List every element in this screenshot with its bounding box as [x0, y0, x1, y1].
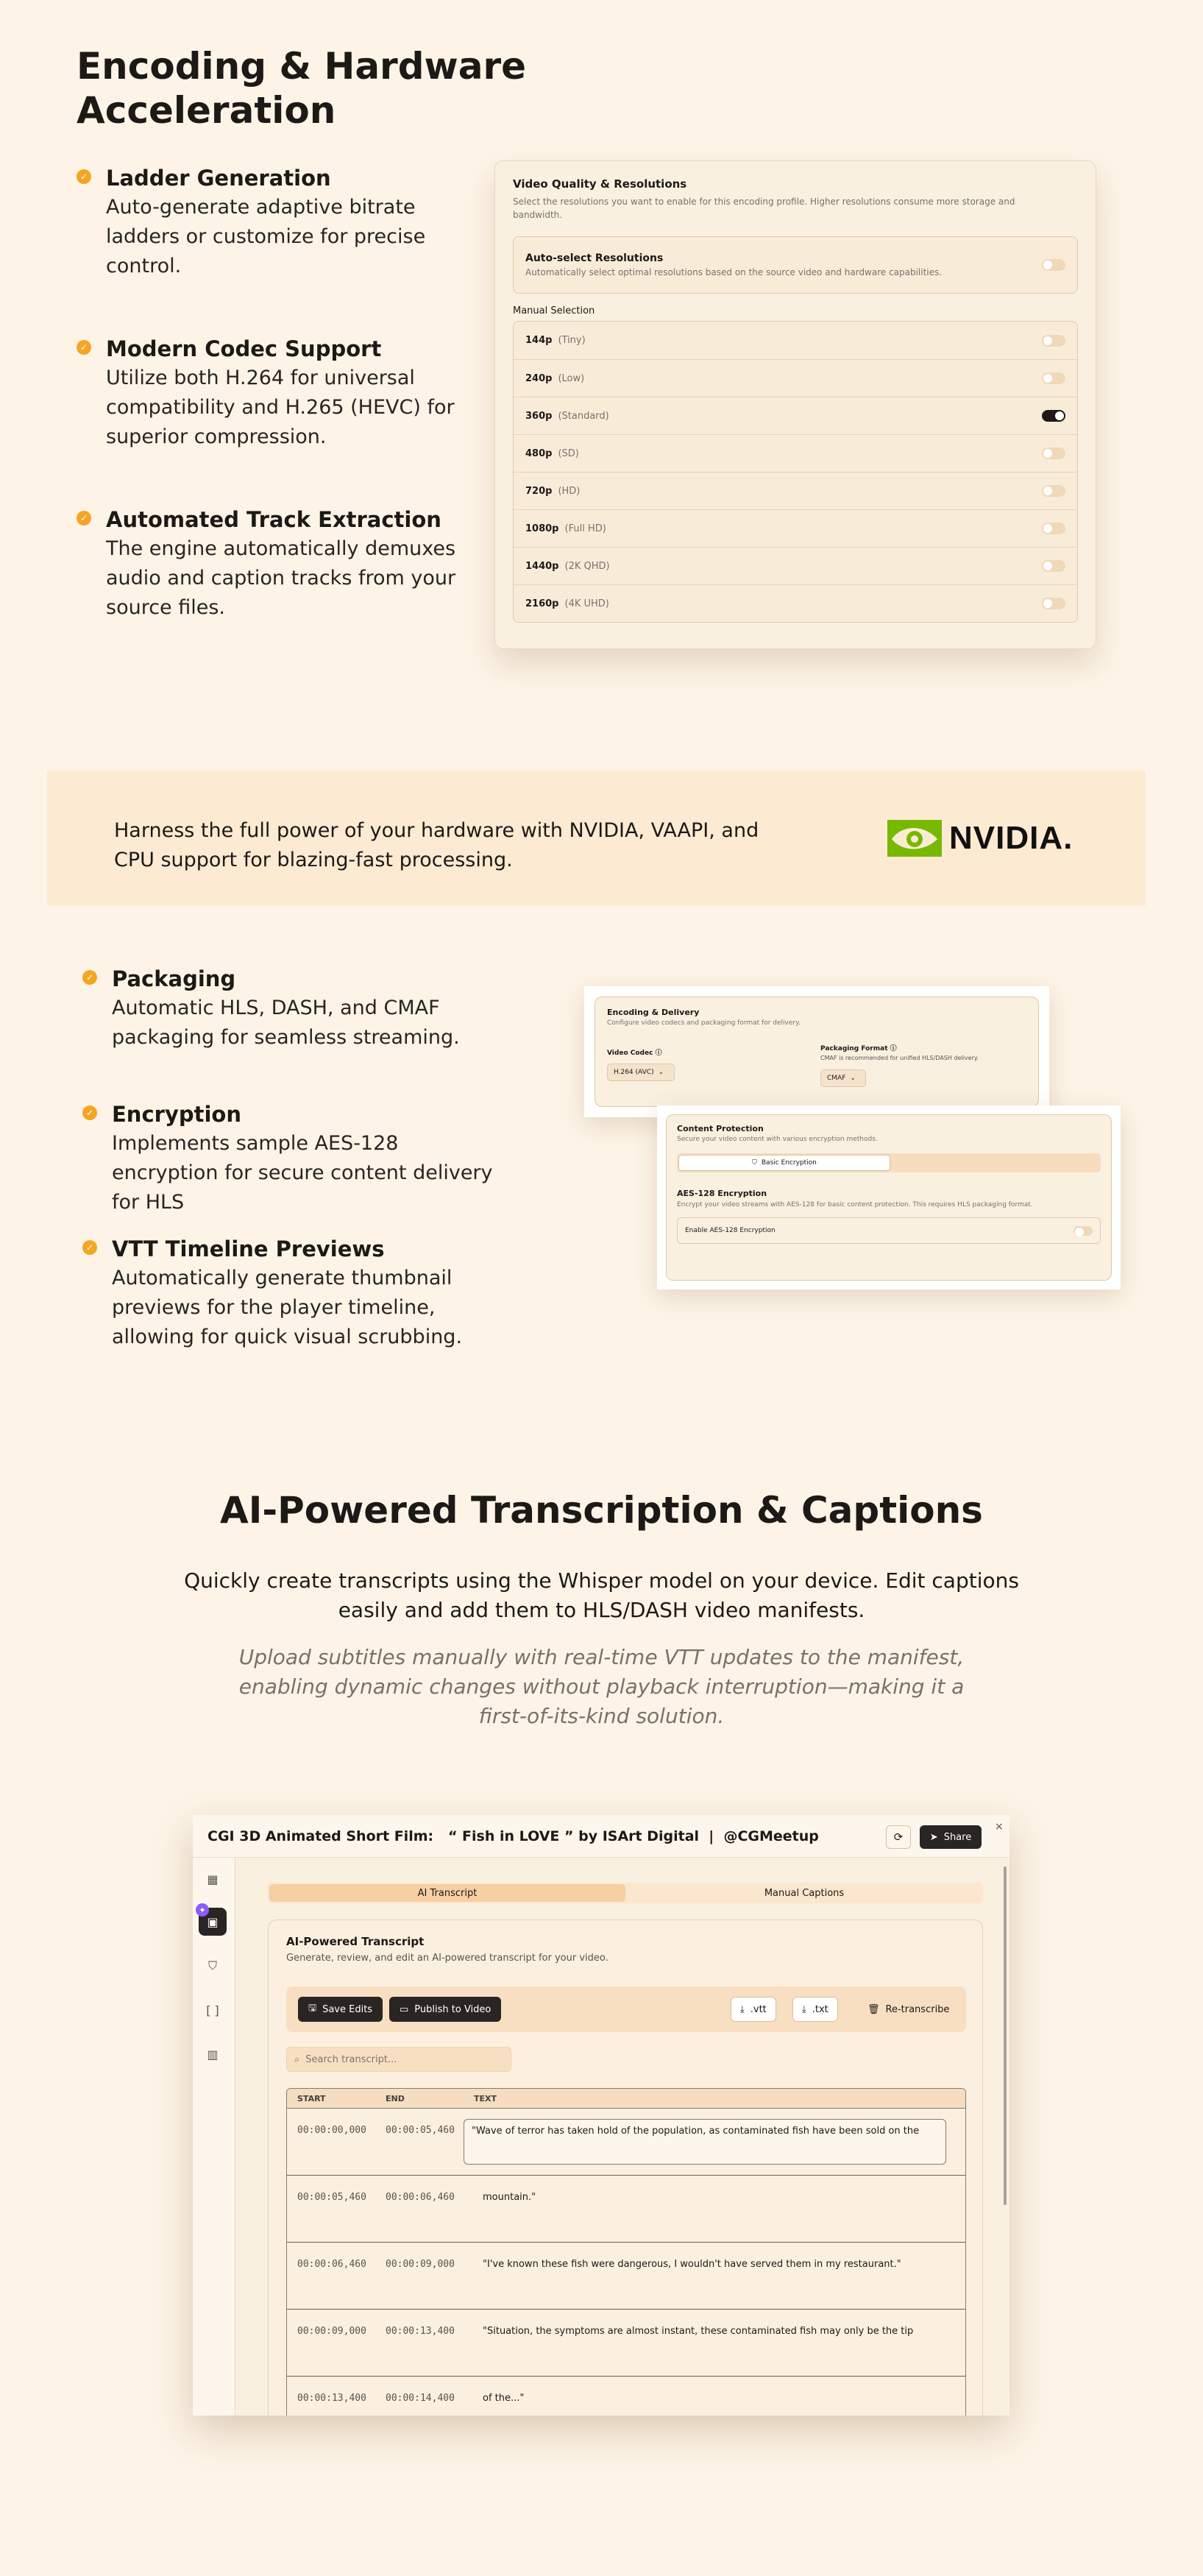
- dashboard-icon[interactable]: ▦: [207, 1872, 219, 1886]
- resolution-name: (2K QHD): [564, 560, 610, 572]
- feature-title: Packaging: [112, 966, 236, 991]
- resolution-label: 480p: [525, 447, 553, 459]
- resolution-label: 360p: [525, 410, 553, 422]
- row-text-editor[interactable]: "Wave of terror has taken hold of the population, as contaminated fish have been sold on the: [464, 2119, 946, 2165]
- save-icon: 🖫: [308, 2003, 317, 2014]
- format-hint: CMAF is recommended for unified HLS/DASH delivery.: [820, 1055, 979, 1061]
- tab-manual-captions[interactable]: Manual Captions: [764, 1887, 845, 1899]
- aes-enable-label: Enable AES-128 Encryption: [685, 1227, 776, 1234]
- feature-desc: Implements sample AES-128: [112, 1132, 399, 1155]
- transcript-panel: [268, 1919, 983, 2416]
- feature-desc: previews for the player timeline,: [112, 1296, 436, 1319]
- download-icon: ⤓: [740, 2003, 745, 2015]
- feature-desc: packaging for seamless streaming.: [112, 1026, 460, 1049]
- auto-select-desc: Automatically select optimal resolutions based on the source video and hardware capabilities.: [525, 267, 943, 277]
- check-icon: ✓: [82, 970, 97, 985]
- format-label-text: Packaging Format: [820, 1045, 888, 1052]
- resolution-row[interactable]: [514, 472, 1077, 509]
- chevron-down-icon: ⌄: [850, 1075, 856, 1082]
- nvidia-logo: [887, 820, 1073, 857]
- delivery-card: [595, 997, 1039, 1107]
- table-row[interactable]: [287, 2376, 965, 2416]
- resolution-toggle[interactable]: [1042, 598, 1065, 609]
- resolution-label: 144p: [525, 335, 553, 346]
- share-button[interactable]: [920, 1825, 982, 1849]
- table-row[interactable]: [287, 2108, 965, 2175]
- check-icon: ✓: [82, 1240, 97, 1255]
- feature-item: [77, 334, 455, 452]
- section-title: [77, 44, 526, 132]
- codec-value: H.264 (AVC): [614, 1069, 654, 1076]
- feature-title: Automated Track Extraction: [106, 507, 441, 532]
- download-txt-button[interactable]: [792, 1997, 838, 2022]
- resolution-label: 240p: [525, 372, 553, 384]
- transcript-tabs: [268, 1883, 983, 1903]
- row-text[interactable]: "I've known these fish were dangerous, I wouldn't have served them in my restaurant.": [483, 2259, 901, 2270]
- section-title-line: Acceleration: [77, 89, 336, 132]
- feature-title: Encryption: [112, 1102, 241, 1127]
- resolution-name: (Tiny): [558, 335, 586, 346]
- row-start: 00:00:05,460: [297, 2192, 366, 2203]
- card-desc-line: bandwidth.: [513, 210, 563, 220]
- resolution-toggle[interactable]: [1042, 523, 1065, 534]
- feature-title: Ladder Generation: [106, 166, 331, 191]
- resolution-toggle[interactable]: [1042, 372, 1065, 384]
- panel-desc: Generate, review, and edit an AI-powered transcript for your video.: [286, 1953, 608, 1964]
- save-edits-button[interactable]: [298, 1997, 383, 2022]
- publish-label: Publish to Video: [414, 2003, 492, 2015]
- feature-desc: compatibility and H.265 (HEVC) for: [106, 396, 455, 419]
- resolution-toggle[interactable]: [1042, 335, 1065, 347]
- feature-item: [82, 964, 460, 1052]
- format-select[interactable]: [820, 1069, 866, 1087]
- app-header: [193, 1815, 1009, 1858]
- card-title: Content Protection: [677, 1124, 764, 1133]
- resolution-name: (Standard): [558, 410, 609, 422]
- feature-desc: Automatically generate thumbnail: [112, 1267, 453, 1289]
- row-text[interactable]: of the...": [483, 2393, 525, 2404]
- transcript-table: [286, 2088, 966, 2416]
- auto-select-title: Auto-select Resolutions: [525, 252, 664, 264]
- resolution-name: (Low): [558, 372, 585, 384]
- captions-icon[interactable]: ▣: [199, 1908, 227, 1936]
- resolution-name: (HD): [558, 485, 581, 497]
- encryption-tabs: [677, 1153, 1101, 1172]
- card-title: Video Quality & Resolutions: [513, 177, 687, 191]
- search-icon: ⌕: [294, 2053, 300, 2065]
- protection-card-frame: [657, 1105, 1121, 1289]
- codec-select[interactable]: [607, 1064, 675, 1081]
- row-start: 00:00:13,400: [297, 2393, 366, 2404]
- section-title: AI-Powered Transcription & Captions: [220, 1489, 983, 1532]
- resolution-name: (SD): [558, 447, 579, 459]
- retranscribe-label: Re-transcribe: [885, 2003, 950, 2015]
- row-start: 00:00:06,460: [297, 2259, 366, 2270]
- resolution-name: (Full HD): [564, 523, 606, 534]
- feature-desc: superior compression.: [106, 425, 327, 448]
- auto-select-row: [513, 236, 1078, 294]
- section-title-line: Encoding & Hardware: [77, 45, 527, 88]
- send-icon: ➤: [929, 1831, 938, 1843]
- nvidia-eye-icon: [887, 820, 942, 857]
- format-label: [820, 1043, 897, 1052]
- banner-text-line: Harness the full power of your hardware with NVIDIA, VAAPI, and: [114, 819, 759, 842]
- transcript-toolbar: [286, 1986, 966, 2032]
- section-note-line: Upload subtitles manually with real-time VTT updates to the manifest,: [238, 1645, 965, 1669]
- col-end: END: [386, 2093, 405, 2103]
- col-text: TEXT: [474, 2093, 497, 2103]
- card-desc: Secure your video content with various encryption methods.: [677, 1136, 878, 1143]
- chart-icon[interactable]: ▥: [207, 2047, 219, 2062]
- close-icon[interactable]: ×: [995, 1821, 1004, 1833]
- publish-icon: ▭: [400, 2003, 409, 2015]
- feature-desc: ladders or customize for precise: [106, 225, 426, 248]
- download-vtt-button[interactable]: [731, 1997, 776, 2022]
- resolution-list: [513, 321, 1078, 623]
- resolution-row[interactable]: [514, 547, 1077, 584]
- delivery-card-frame: [584, 986, 1049, 1117]
- banner-text-line: CPU support for blazing-fast processing.: [114, 849, 513, 871]
- feature-desc: Utilize both H.264 for universal: [106, 367, 415, 389]
- table-header: [287, 2089, 965, 2108]
- section-note: [0, 1643, 1203, 1731]
- tab-label: Basic Encryption: [761, 1159, 817, 1167]
- row-start: 00:00:09,000: [297, 2326, 366, 2337]
- video-quality-card: [494, 160, 1096, 649]
- feature-item: [77, 163, 425, 281]
- section-subtitle: [0, 1566, 1203, 1625]
- feature-desc: source files.: [106, 596, 226, 619]
- row-text[interactable]: "Situation, the symptoms are almost instant, these contaminated fish may only be the tip: [483, 2326, 914, 2337]
- tab-ai-transcript[interactable]: AI Transcript: [269, 1884, 625, 1902]
- sparkle-badge-icon: ✦: [196, 1903, 209, 1917]
- check-icon: ✓: [82, 1105, 97, 1120]
- resolution-label: 1440p: [525, 560, 559, 572]
- brackets-icon[interactable]: [ ]: [206, 2003, 219, 2017]
- resolution-row[interactable]: [514, 359, 1077, 397]
- col-start: START: [297, 2093, 326, 2103]
- feature-desc: audio and caption tracks from your: [106, 567, 456, 590]
- download-icon: ⤓: [802, 2003, 806, 2015]
- search-input[interactable]: [305, 2054, 497, 2065]
- retranscribe-button[interactable]: [860, 1997, 957, 2022]
- trash-icon: 🗑: [867, 2003, 880, 2015]
- row-end: 00:00:09,000: [386, 2259, 455, 2270]
- aes-desc: Encrypt your video streams with AES-128 for basic content protection. This requires HLS packaging format.: [677, 1201, 1033, 1209]
- video-title: CGI 3D Animated Short Film: “ Fish in LOVE ” by ISArt Digital | @CGMeetup: [207, 1828, 819, 1844]
- chevron-down-icon: ⌄: [658, 1069, 664, 1076]
- aes-title: AES-128 Encryption: [677, 1189, 767, 1198]
- resolution-row[interactable]: [514, 509, 1077, 547]
- table-row[interactable]: [287, 2309, 965, 2376]
- app-window: [193, 1815, 1009, 2416]
- table-row[interactable]: [287, 2242, 965, 2309]
- resolution-toggle[interactable]: [1042, 447, 1065, 459]
- app-sidebar: [193, 1858, 235, 2416]
- check-icon: ✓: [77, 511, 91, 526]
- vtt-label: .vtt: [750, 2003, 767, 2015]
- refresh-icon: ⟳: [893, 1830, 904, 1844]
- resolution-row[interactable]: [514, 322, 1077, 359]
- check-icon: ✓: [77, 169, 91, 184]
- codec-label: [607, 1047, 662, 1057]
- check-icon: ✓: [77, 340, 91, 355]
- resolution-row[interactable]: [514, 434, 1077, 472]
- tab-basic-encryption[interactable]: [678, 1155, 890, 1171]
- feature-item: [82, 1234, 462, 1352]
- feature-desc: Automatic HLS, DASH, and CMAF: [112, 997, 440, 1019]
- resolution-label: 2160p: [525, 598, 559, 609]
- protection-card: [666, 1114, 1112, 1281]
- feature-desc: control.: [106, 255, 182, 277]
- feature-desc: allowing for quick visual scrubbing.: [112, 1326, 463, 1348]
- help-icon: ⓘ: [655, 1050, 662, 1057]
- resolution-label: 1080p: [525, 523, 559, 534]
- row-end: 00:00:06,460: [386, 2192, 455, 2203]
- resolution-toggle[interactable]: [1042, 560, 1065, 572]
- feature-title: Modern Codec Support: [106, 336, 382, 361]
- section-note-line: enabling dynamic changes without playback interruption—making it a: [238, 1674, 965, 1699]
- save-label: Save Edits: [322, 2003, 373, 2015]
- feature-desc: The engine automatically demuxes: [106, 537, 456, 560]
- feature-item: [77, 505, 455, 623]
- row-start: 00:00:00,000: [297, 2125, 366, 2136]
- nvidia-wordmark: NVIDIA.: [949, 820, 1074, 856]
- panel-title: AI-Powered Transcript: [286, 1935, 425, 1948]
- aes-enable-row: [677, 1217, 1101, 1244]
- resolution-toggle[interactable]: [1042, 410, 1065, 422]
- card-desc: Configure video codecs and packaging format for delivery.: [607, 1019, 801, 1027]
- section-subtitle-line: easily and add them to HLS/DASH video manifests.: [338, 1598, 865, 1622]
- resolution-label: 720p: [525, 485, 553, 497]
- resolution-row[interactable]: [514, 397, 1077, 434]
- manual-selection-label: Manual Selection: [513, 305, 595, 316]
- card-desc: [513, 195, 1078, 222]
- feature-desc: encryption for secure content delivery: [112, 1161, 493, 1184]
- resolution-toggle[interactable]: [1042, 485, 1065, 497]
- codec-label-text: Video Codec: [607, 1050, 653, 1057]
- resolution-name: (4K UHD): [564, 598, 609, 609]
- shield-icon: ⛉: [752, 1159, 757, 1167]
- card-desc-line: Select the resolutions you want to enable for this encoding profile. Higher resolutions consume more storage and: [513, 197, 1015, 207]
- txt-label: .txt: [812, 2003, 828, 2015]
- resolution-row[interactable]: [514, 584, 1077, 622]
- row-end: 00:00:05,460: [386, 2125, 455, 2136]
- feature-item: [82, 1100, 493, 1217]
- section-note-line: first-of-its-kind solution.: [478, 1704, 725, 1728]
- publish-button[interactable]: [389, 1997, 501, 2022]
- hardware-banner: [47, 771, 1146, 906]
- section-subtitle-line: Quickly create transcripts using the Whisper model on your device. Edit captions: [184, 1568, 1019, 1593]
- row-end: 00:00:14,400: [386, 2393, 455, 2404]
- table-row[interactable]: [287, 2175, 965, 2242]
- feature-desc: Auto-generate adaptive bitrate: [106, 196, 416, 219]
- banner-text: [114, 816, 759, 875]
- card-title: Encoding & Delivery: [607, 1008, 700, 1017]
- feature-desc: for HLS: [112, 1191, 185, 1214]
- shield-icon[interactable]: ⛉: [207, 1958, 217, 1972]
- refresh-button[interactable]: [886, 1825, 911, 1849]
- share-label: Share: [943, 1831, 972, 1843]
- search-field[interactable]: [286, 2047, 511, 2072]
- auto-select-toggle[interactable]: [1042, 259, 1065, 271]
- row-text[interactable]: mountain.": [483, 2192, 536, 2203]
- aes-enable-toggle[interactable]: [1074, 1226, 1093, 1236]
- help-icon: ⓘ: [890, 1045, 897, 1052]
- row-end: 00:00:13,400: [386, 2326, 455, 2337]
- scrollbar[interactable]: [1004, 1866, 1007, 2205]
- format-value: CMAF: [827, 1075, 846, 1082]
- feature-title: VTT Timeline Previews: [112, 1236, 385, 1262]
